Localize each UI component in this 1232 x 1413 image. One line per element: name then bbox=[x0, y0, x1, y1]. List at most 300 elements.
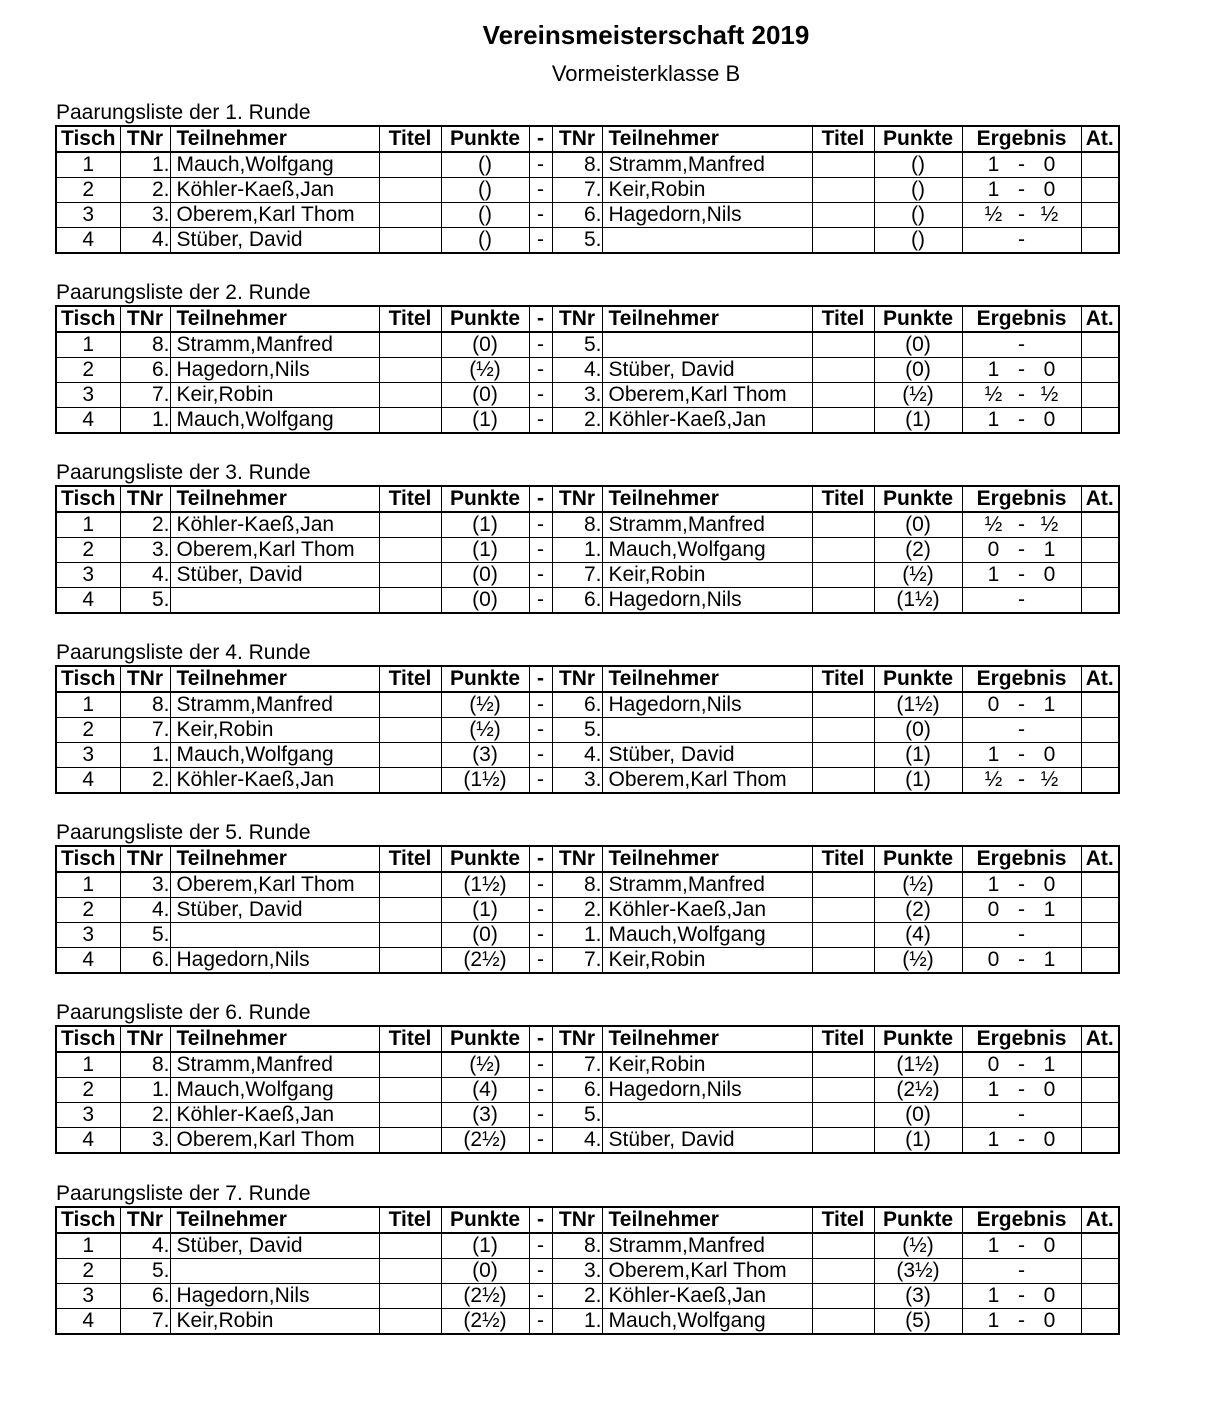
separator: - bbox=[529, 1103, 552, 1128]
result-black: 0 bbox=[1043, 1309, 1056, 1332]
attribute bbox=[1081, 152, 1119, 178]
result-white: 1 bbox=[987, 1078, 1000, 1101]
round-label: Paarungsliste der 7. Runde bbox=[56, 1182, 311, 1205]
separator: - bbox=[529, 768, 552, 794]
player1-title bbox=[379, 1078, 441, 1103]
table-number: 2 bbox=[56, 538, 120, 563]
player2-name bbox=[602, 228, 812, 254]
column-header: Titel bbox=[379, 846, 441, 872]
player1-name: Stramm,Manfred bbox=[170, 692, 379, 718]
table-number: 3 bbox=[56, 203, 120, 228]
result-separator: - bbox=[1018, 768, 1025, 791]
column-header: Titel bbox=[379, 486, 441, 512]
result bbox=[962, 332, 1081, 358]
player1-number: 2. bbox=[120, 512, 170, 538]
player2-name bbox=[602, 332, 812, 358]
player1-number: 6. bbox=[120, 358, 170, 383]
column-header: Titel bbox=[379, 306, 441, 332]
column-header: Teilnehmer bbox=[602, 846, 812, 872]
separator: - bbox=[529, 923, 552, 948]
player1-title bbox=[379, 538, 441, 563]
player1-points: (½) bbox=[441, 1052, 529, 1078]
column-header: Ergebnis bbox=[962, 666, 1081, 692]
column-header: Punkte bbox=[874, 666, 962, 692]
player1-name: Hagedorn,Nils bbox=[170, 948, 379, 974]
player2-title bbox=[812, 948, 874, 974]
attribute bbox=[1081, 768, 1119, 794]
player2-number: 6. bbox=[552, 203, 602, 228]
column-header: TNr bbox=[552, 306, 602, 332]
separator: - bbox=[529, 1128, 552, 1154]
player2-number: 4. bbox=[552, 743, 602, 768]
player1-title bbox=[379, 383, 441, 408]
result-separator: - bbox=[1018, 358, 1025, 381]
player2-name: Oberem,Karl Thom bbox=[602, 1259, 812, 1284]
result-black: ½ bbox=[1040, 768, 1059, 791]
table-row bbox=[56, 768, 1119, 794]
column-header: Punkte bbox=[441, 846, 529, 872]
player1-number: 8. bbox=[120, 332, 170, 358]
result-black: 0 bbox=[1043, 1078, 1056, 1101]
column-header: TNr bbox=[552, 126, 602, 152]
player1-name: Stramm,Manfred bbox=[170, 332, 379, 358]
player2-name: Köhler-Kaeß,Jan bbox=[602, 408, 812, 434]
player1-points: (1½) bbox=[441, 872, 529, 898]
result bbox=[962, 383, 1081, 408]
result-white: 1 bbox=[987, 408, 1000, 431]
attribute bbox=[1081, 358, 1119, 383]
round-section bbox=[55, 641, 1118, 794]
column-header: Titel bbox=[812, 846, 874, 872]
column-header: Punkte bbox=[441, 486, 529, 512]
player2-number: 6. bbox=[552, 588, 602, 614]
player2-title bbox=[812, 203, 874, 228]
result-white: 1 bbox=[987, 1284, 1000, 1307]
attribute bbox=[1081, 203, 1119, 228]
column-header: TNr bbox=[120, 1207, 170, 1233]
player2-name: Keir,Robin bbox=[602, 563, 812, 588]
result bbox=[962, 1309, 1081, 1335]
table-number: 4 bbox=[56, 1128, 120, 1154]
player2-points: (½) bbox=[874, 563, 962, 588]
result-black: 1 bbox=[1043, 538, 1056, 561]
pairings-table bbox=[55, 305, 1120, 434]
attribute bbox=[1081, 408, 1119, 434]
player2-number: 4. bbox=[552, 358, 602, 383]
column-header: At. bbox=[1081, 1026, 1119, 1052]
player1-number: 6. bbox=[120, 1284, 170, 1309]
player2-title bbox=[812, 152, 874, 178]
player1-points: (2½) bbox=[441, 948, 529, 974]
table-row bbox=[56, 588, 1119, 614]
player2-points: () bbox=[874, 203, 962, 228]
result-black: 0 bbox=[1043, 153, 1056, 176]
player1-points: (2½) bbox=[441, 1128, 529, 1154]
player1-title bbox=[379, 1309, 441, 1335]
column-header: - bbox=[529, 666, 552, 692]
player1-title bbox=[379, 1103, 441, 1128]
player1-number: 7. bbox=[120, 383, 170, 408]
round-section bbox=[55, 1001, 1118, 1154]
column-header: Titel bbox=[812, 126, 874, 152]
result bbox=[962, 718, 1081, 743]
player2-number: 8. bbox=[552, 1233, 602, 1259]
separator: - bbox=[529, 872, 552, 898]
player2-name: Stüber, David bbox=[602, 358, 812, 383]
separator: - bbox=[529, 358, 552, 383]
player2-name: Hagedorn,Nils bbox=[602, 692, 812, 718]
player1-number: 1. bbox=[120, 1078, 170, 1103]
player2-name: Stramm,Manfred bbox=[602, 152, 812, 178]
player1-number: 2. bbox=[120, 768, 170, 794]
player1-name: Mauch,Wolfgang bbox=[170, 1078, 379, 1103]
player1-number: 1. bbox=[120, 408, 170, 434]
column-header: Tisch bbox=[56, 846, 120, 872]
result-black: 0 bbox=[1043, 563, 1056, 586]
player1-points: (1) bbox=[441, 538, 529, 563]
player1-points: (1) bbox=[441, 512, 529, 538]
player1-title bbox=[379, 743, 441, 768]
result-black: 0 bbox=[1043, 358, 1056, 381]
pairings-table bbox=[55, 665, 1120, 794]
player1-name: Hagedorn,Nils bbox=[170, 358, 379, 383]
player2-title bbox=[812, 923, 874, 948]
column-header: TNr bbox=[120, 126, 170, 152]
column-header: Punkte bbox=[441, 1207, 529, 1233]
column-header: TNr bbox=[552, 666, 602, 692]
result bbox=[962, 203, 1081, 228]
player2-name: Stramm,Manfred bbox=[602, 872, 812, 898]
table-row bbox=[56, 1259, 1119, 1284]
player2-title bbox=[812, 228, 874, 254]
column-header: Punkte bbox=[441, 666, 529, 692]
player1-name: Oberem,Karl Thom bbox=[170, 1128, 379, 1154]
column-header: Teilnehmer bbox=[602, 1026, 812, 1052]
player2-title bbox=[812, 1052, 874, 1078]
player1-number: 3. bbox=[120, 538, 170, 563]
player1-points: (½) bbox=[441, 692, 529, 718]
column-header: - bbox=[529, 126, 552, 152]
player2-name: Hagedorn,Nils bbox=[602, 203, 812, 228]
player2-title bbox=[812, 743, 874, 768]
result-black: 0 bbox=[1043, 1234, 1056, 1257]
player1-name: Stramm,Manfred bbox=[170, 1052, 379, 1078]
player2-number: 8. bbox=[552, 872, 602, 898]
table-number: 1 bbox=[56, 152, 120, 178]
result-white: 1 bbox=[987, 178, 1000, 201]
column-header: Teilnehmer bbox=[602, 666, 812, 692]
player1-number: 3. bbox=[120, 872, 170, 898]
player1-title bbox=[379, 692, 441, 718]
separator: - bbox=[529, 1052, 552, 1078]
round-section bbox=[55, 461, 1118, 614]
result-white: ½ bbox=[984, 513, 1003, 536]
player1-title bbox=[379, 898, 441, 923]
column-header: Punkte bbox=[441, 126, 529, 152]
player2-number: 5. bbox=[552, 228, 602, 254]
column-header: Tisch bbox=[56, 1026, 120, 1052]
player2-points: (0) bbox=[874, 358, 962, 383]
player2-name: Keir,Robin bbox=[602, 948, 812, 974]
result-separator: - bbox=[1018, 178, 1025, 201]
player2-number: 2. bbox=[552, 1284, 602, 1309]
player1-title bbox=[379, 512, 441, 538]
column-header: Teilnehmer bbox=[602, 306, 812, 332]
player2-name: Stüber, David bbox=[602, 743, 812, 768]
result-black: 0 bbox=[1043, 178, 1056, 201]
player2-number: 3. bbox=[552, 768, 602, 794]
player2-number: 2. bbox=[552, 408, 602, 434]
table-number: 4 bbox=[56, 948, 120, 974]
result-black: ½ bbox=[1040, 383, 1059, 406]
player1-number: 4. bbox=[120, 898, 170, 923]
player2-name: Köhler-Kaeß,Jan bbox=[602, 1284, 812, 1309]
separator: - bbox=[529, 1259, 552, 1284]
attribute bbox=[1081, 588, 1119, 614]
player2-points: (1) bbox=[874, 408, 962, 434]
table-row bbox=[56, 1284, 1119, 1309]
player2-number: 7. bbox=[552, 178, 602, 203]
result bbox=[962, 923, 1081, 948]
player2-title bbox=[812, 1259, 874, 1284]
attribute bbox=[1081, 1284, 1119, 1309]
result-black: 1 bbox=[1043, 898, 1056, 921]
table-number: 2 bbox=[56, 1259, 120, 1284]
player1-number: 7. bbox=[120, 718, 170, 743]
table-row bbox=[56, 512, 1119, 538]
player2-points: () bbox=[874, 178, 962, 203]
result-separator: - bbox=[1018, 1234, 1025, 1257]
table-number: 4 bbox=[56, 228, 120, 254]
table-row bbox=[56, 1233, 1119, 1259]
player1-number: 6. bbox=[120, 948, 170, 974]
player2-title bbox=[812, 1103, 874, 1128]
result-white: 1 bbox=[987, 153, 1000, 176]
player1-number: 4. bbox=[120, 228, 170, 254]
player1-points: () bbox=[441, 228, 529, 254]
player1-title bbox=[379, 718, 441, 743]
column-header: At. bbox=[1081, 306, 1119, 332]
table-row bbox=[56, 152, 1119, 178]
column-header: Teilnehmer bbox=[170, 1207, 379, 1233]
player2-points: (½) bbox=[874, 1233, 962, 1259]
result bbox=[962, 768, 1081, 794]
player1-name: Stüber, David bbox=[170, 1233, 379, 1259]
round-label: Paarungsliste der 3. Runde bbox=[56, 461, 311, 484]
result-black: 1 bbox=[1043, 693, 1056, 716]
player2-title bbox=[812, 588, 874, 614]
result bbox=[962, 563, 1081, 588]
table-row bbox=[56, 923, 1119, 948]
column-header: At. bbox=[1081, 1207, 1119, 1233]
round-section bbox=[55, 1182, 1118, 1335]
attribute bbox=[1081, 1052, 1119, 1078]
player2-title bbox=[812, 1233, 874, 1259]
player2-number: 7. bbox=[552, 1052, 602, 1078]
player1-number: 2. bbox=[120, 178, 170, 203]
player2-name: Stüber, David bbox=[602, 1128, 812, 1154]
player2-number: 6. bbox=[552, 1078, 602, 1103]
column-header: Titel bbox=[379, 1207, 441, 1233]
header-row bbox=[56, 1207, 1119, 1233]
result bbox=[962, 1078, 1081, 1103]
column-header: Titel bbox=[812, 486, 874, 512]
column-header: Punkte bbox=[874, 306, 962, 332]
player1-name: Köhler-Kaeß,Jan bbox=[170, 768, 379, 794]
pairings-table bbox=[55, 485, 1120, 614]
table-number: 1 bbox=[56, 872, 120, 898]
header-row bbox=[56, 846, 1119, 872]
column-header: TNr bbox=[552, 1207, 602, 1233]
result-white: 0 bbox=[987, 948, 1000, 971]
player1-title bbox=[379, 1052, 441, 1078]
header-row bbox=[56, 486, 1119, 512]
header-row bbox=[56, 1026, 1119, 1052]
result bbox=[962, 948, 1081, 974]
result-black: 0 bbox=[1043, 1128, 1056, 1151]
player1-title bbox=[379, 203, 441, 228]
column-header: - bbox=[529, 1207, 552, 1233]
table-row bbox=[56, 408, 1119, 434]
player2-title bbox=[812, 563, 874, 588]
result-white: 1 bbox=[987, 1128, 1000, 1151]
pairings-table bbox=[55, 845, 1120, 974]
column-header: Punkte bbox=[441, 1026, 529, 1052]
result bbox=[962, 743, 1081, 768]
result-white: 1 bbox=[987, 1234, 1000, 1257]
attribute bbox=[1081, 743, 1119, 768]
table-row bbox=[56, 743, 1119, 768]
player2-number: 1. bbox=[552, 538, 602, 563]
column-header: - bbox=[529, 1026, 552, 1052]
table-number: 3 bbox=[56, 743, 120, 768]
player1-number: 1. bbox=[120, 743, 170, 768]
result bbox=[962, 1284, 1081, 1309]
player1-name: Keir,Robin bbox=[170, 1309, 379, 1335]
table-number: 4 bbox=[56, 588, 120, 614]
player2-points: (1½) bbox=[874, 588, 962, 614]
result bbox=[962, 1259, 1081, 1284]
player1-number: 1. bbox=[120, 152, 170, 178]
player2-name: Stramm,Manfred bbox=[602, 512, 812, 538]
player1-points: (0) bbox=[441, 332, 529, 358]
player2-number: 3. bbox=[552, 1259, 602, 1284]
column-header: Titel bbox=[812, 1207, 874, 1233]
table-row bbox=[56, 718, 1119, 743]
player1-number: 4. bbox=[120, 563, 170, 588]
separator: - bbox=[529, 538, 552, 563]
attribute bbox=[1081, 512, 1119, 538]
player2-points: (2½) bbox=[874, 1078, 962, 1103]
result-separator: - bbox=[1018, 228, 1025, 251]
table-number: 2 bbox=[56, 718, 120, 743]
player1-name: Mauch,Wolfgang bbox=[170, 743, 379, 768]
attribute bbox=[1081, 1078, 1119, 1103]
round-section bbox=[55, 281, 1118, 434]
player2-number: 2. bbox=[552, 898, 602, 923]
player1-points: (1) bbox=[441, 408, 529, 434]
table-number: 1 bbox=[56, 1233, 120, 1259]
player1-name bbox=[170, 923, 379, 948]
table-row bbox=[56, 1309, 1119, 1335]
column-header: Titel bbox=[812, 1026, 874, 1052]
pairings-table bbox=[55, 1025, 1120, 1154]
player2-number: 7. bbox=[552, 948, 602, 974]
separator: - bbox=[529, 1284, 552, 1309]
player1-name bbox=[170, 588, 379, 614]
player1-points: (1) bbox=[441, 898, 529, 923]
player1-title bbox=[379, 948, 441, 974]
player1-number: 8. bbox=[120, 1052, 170, 1078]
player2-title bbox=[812, 872, 874, 898]
result-separator: - bbox=[1018, 333, 1025, 356]
result-separator: - bbox=[1018, 718, 1025, 741]
result-black: 0 bbox=[1043, 873, 1056, 896]
column-header: Titel bbox=[379, 126, 441, 152]
column-header: Punkte bbox=[874, 1026, 962, 1052]
player2-number: 6. bbox=[552, 692, 602, 718]
separator: - bbox=[529, 743, 552, 768]
player1-number: 5. bbox=[120, 588, 170, 614]
table-row bbox=[56, 358, 1119, 383]
result bbox=[962, 538, 1081, 563]
column-header: Punkte bbox=[874, 846, 962, 872]
column-header: Ergebnis bbox=[962, 126, 1081, 152]
column-header: Ergebnis bbox=[962, 486, 1081, 512]
table-row bbox=[56, 948, 1119, 974]
player2-name: Mauch,Wolfgang bbox=[602, 1309, 812, 1335]
table-number: 1 bbox=[56, 512, 120, 538]
result bbox=[962, 408, 1081, 434]
result-separator: - bbox=[1018, 563, 1025, 586]
result-separator: - bbox=[1018, 153, 1025, 176]
attribute bbox=[1081, 948, 1119, 974]
separator: - bbox=[529, 1233, 552, 1259]
table-number: 3 bbox=[56, 1284, 120, 1309]
result-white: 0 bbox=[987, 538, 1000, 561]
player2-points: (½) bbox=[874, 872, 962, 898]
player1-points: (3) bbox=[441, 743, 529, 768]
result bbox=[962, 872, 1081, 898]
result-black: 0 bbox=[1043, 743, 1056, 766]
column-header: Teilnehmer bbox=[602, 126, 812, 152]
column-header: TNr bbox=[552, 846, 602, 872]
result bbox=[962, 152, 1081, 178]
attribute bbox=[1081, 718, 1119, 743]
attribute bbox=[1081, 1233, 1119, 1259]
table-number: 1 bbox=[56, 332, 120, 358]
round-label: Paarungsliste der 4. Runde bbox=[56, 641, 311, 664]
player1-name: Stüber, David bbox=[170, 898, 379, 923]
result-black: 0 bbox=[1043, 408, 1056, 431]
player2-number: 1. bbox=[552, 923, 602, 948]
separator: - bbox=[529, 692, 552, 718]
attribute bbox=[1081, 923, 1119, 948]
result-separator: - bbox=[1018, 743, 1025, 766]
header-row bbox=[56, 306, 1119, 332]
result-separator: - bbox=[1018, 538, 1025, 561]
player2-points: (2) bbox=[874, 898, 962, 923]
player1-title bbox=[379, 1233, 441, 1259]
table-row bbox=[56, 228, 1119, 254]
player1-name: Oberem,Karl Thom bbox=[170, 203, 379, 228]
player2-points: (5) bbox=[874, 1309, 962, 1335]
player1-number: 7. bbox=[120, 1309, 170, 1335]
player2-name bbox=[602, 718, 812, 743]
result bbox=[962, 1103, 1081, 1128]
result-white: 0 bbox=[987, 898, 1000, 921]
player2-points: (3) bbox=[874, 1284, 962, 1309]
